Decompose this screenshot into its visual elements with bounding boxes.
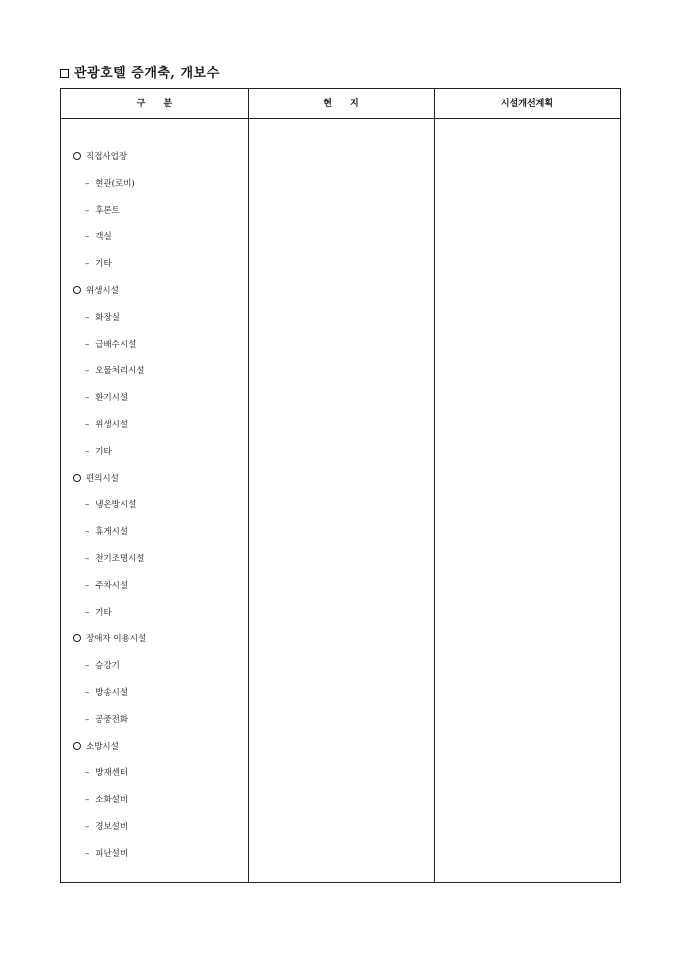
dash-bullet-icon: – [85, 821, 90, 832]
category-sub-item [73, 365, 146, 392]
category-sub-item [73, 714, 146, 741]
dash-bullet-icon: – [85, 580, 90, 591]
row-label: 경보설비 [95, 821, 129, 832]
category-group-item [73, 633, 146, 660]
row-label: 방송시설 [95, 687, 129, 698]
category-sub-item [73, 258, 146, 285]
dash-bullet-icon: – [85, 714, 90, 725]
row-label: 환기시설 [95, 393, 129, 404]
dash-bullet-icon: – [85, 205, 90, 216]
row-label: 전기조명시설 [95, 553, 145, 564]
checkbox-icon [60, 69, 69, 78]
dash-bullet-icon: – [85, 607, 90, 618]
category-sub-item [73, 580, 146, 607]
row-label: 기타 [95, 607, 112, 618]
dash-bullet-icon: – [85, 419, 90, 430]
row-label: 소방시설 [86, 741, 119, 752]
category-sub-item [73, 553, 146, 580]
category-sub-item [73, 687, 146, 714]
facility-table [60, 88, 621, 883]
row-label: 휴게시설 [95, 527, 129, 538]
circle-bullet-icon [73, 742, 81, 750]
row-label: 냉온방시설 [95, 500, 137, 511]
dash-bullet-icon: – [85, 259, 90, 270]
dash-bullet-icon: – [85, 446, 90, 457]
category-group-item [73, 473, 146, 500]
document-title-text: 관광호텔 증개축, 개보수 [74, 66, 220, 81]
dash-bullet-icon: – [85, 312, 90, 323]
table-header-row [61, 89, 620, 119]
row-label: 객실 [95, 232, 112, 243]
row-label: 후론트 [95, 205, 120, 216]
row-label: 급배수시설 [95, 339, 137, 350]
category-sub-item [73, 419, 146, 446]
circle-bullet-icon [73, 474, 81, 482]
category-sub-item [73, 231, 146, 258]
row-label: 주차시설 [95, 580, 129, 591]
row-label: 직접사업장 [86, 152, 128, 162]
column-divider [434, 89, 435, 882]
header-current: 현 지 [323, 99, 359, 109]
column-divider [248, 89, 249, 882]
dash-bullet-icon: – [85, 553, 90, 564]
category-sub-item [73, 392, 146, 419]
dash-bullet-icon: – [85, 768, 90, 779]
row-label: 위생시설 [86, 285, 119, 296]
category-sub-item [73, 312, 146, 339]
dash-bullet-icon: – [85, 795, 90, 806]
dash-bullet-icon: – [85, 393, 90, 404]
row-label: 방재센터 [95, 768, 129, 779]
category-group-item [73, 741, 146, 768]
category-sub-item [73, 339, 146, 366]
dash-bullet-icon: – [85, 848, 90, 859]
category-sub-item [73, 821, 146, 848]
category-sub-item [73, 205, 146, 232]
document-title [60, 62, 220, 81]
row-label: 승강기 [95, 661, 120, 672]
dash-bullet-icon: – [85, 687, 90, 698]
category-sub-item [73, 848, 146, 875]
category-sub-item [73, 526, 146, 553]
row-label: 오물처리시설 [95, 366, 145, 377]
dash-bullet-icon: – [85, 232, 90, 243]
dash-bullet-icon: – [85, 661, 90, 672]
circle-bullet-icon [73, 634, 81, 642]
category-sub-item [73, 767, 146, 794]
circle-bullet-icon [73, 152, 81, 160]
category-sub-item [73, 446, 146, 473]
row-label: 편의시설 [86, 473, 119, 484]
dash-bullet-icon: – [85, 500, 90, 511]
category-sub-item [73, 499, 146, 526]
dash-bullet-icon: – [85, 339, 90, 350]
row-label: 기타 [95, 259, 112, 270]
category-group-item [73, 151, 146, 178]
category-sub-item [73, 794, 146, 821]
row-label: 기타 [95, 446, 112, 457]
category-sub-item [73, 178, 146, 205]
category-list [73, 151, 146, 875]
dash-bullet-icon: – [85, 178, 90, 189]
row-label: 소화설비 [95, 795, 129, 806]
row-label: 공중전화 [95, 714, 129, 725]
header-category: 구 분 [136, 99, 173, 109]
row-label: 피난설비 [95, 848, 129, 859]
row-label: 화장실 [95, 312, 120, 323]
row-label: 현관(로비) [95, 178, 135, 189]
category-sub-item [73, 607, 146, 634]
row-label: 위생시설 [95, 419, 129, 430]
header-plan: 시설개선계획 [500, 99, 554, 109]
circle-bullet-icon [73, 286, 81, 294]
dash-bullet-icon: – [85, 366, 90, 377]
row-label: 장애자 이용시설 [86, 634, 147, 645]
category-group-item [73, 285, 146, 312]
category-sub-item [73, 660, 146, 687]
dash-bullet-icon: – [85, 527, 90, 538]
